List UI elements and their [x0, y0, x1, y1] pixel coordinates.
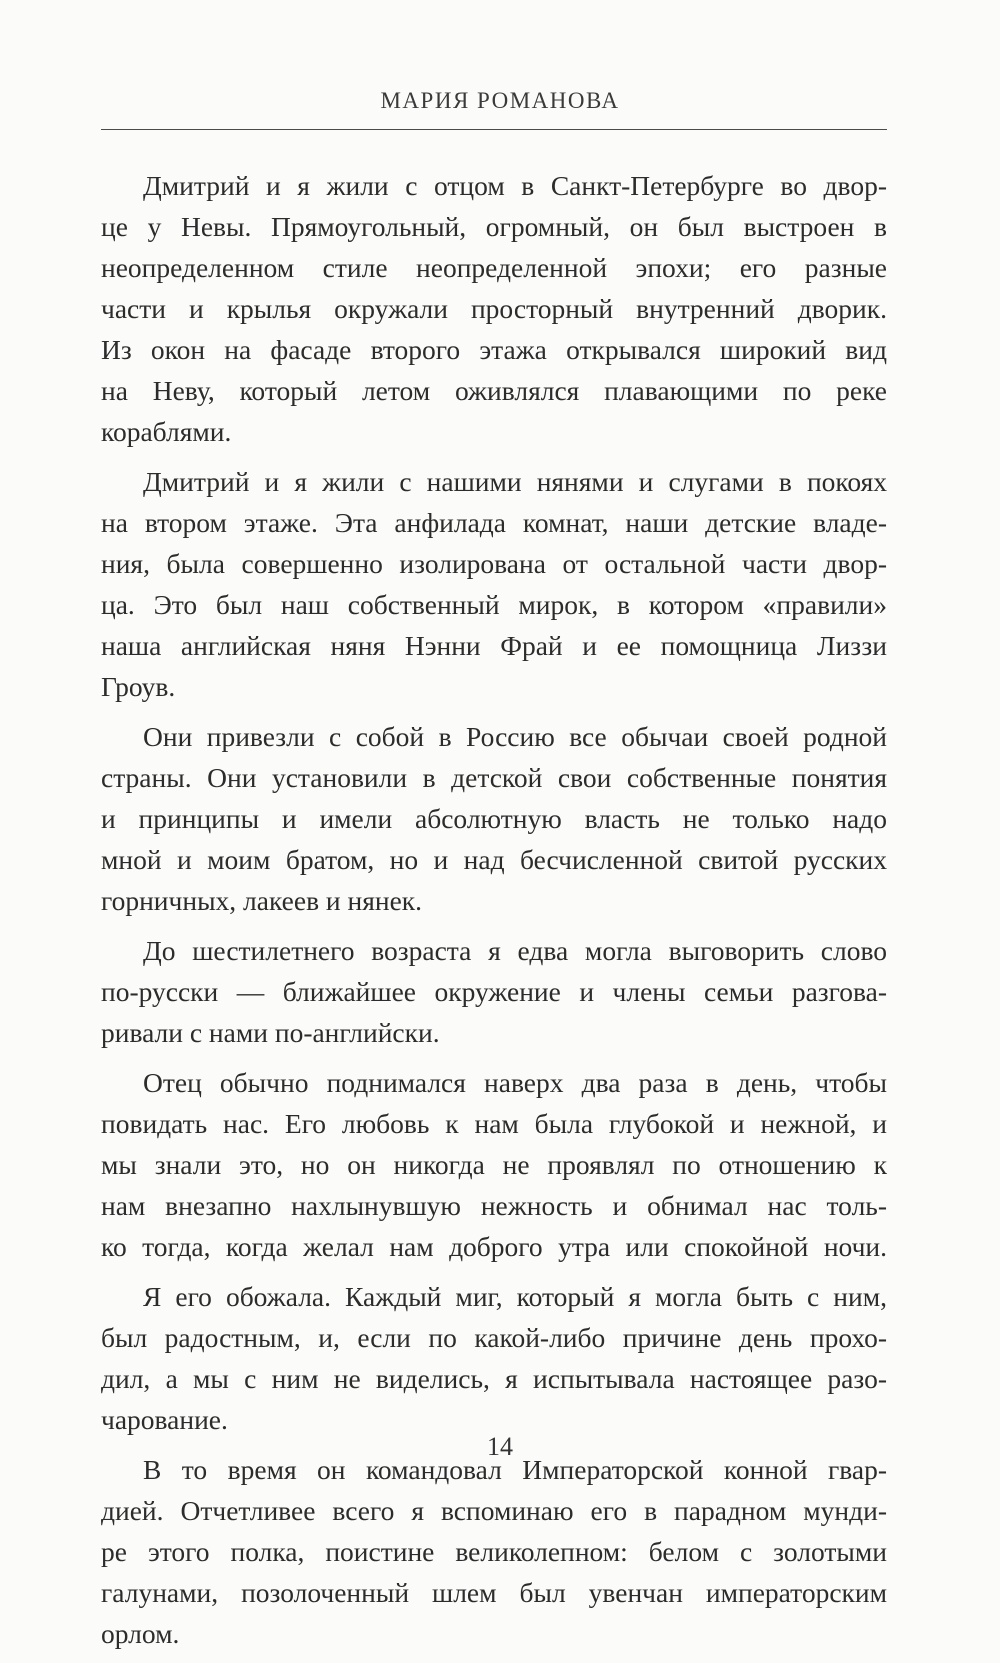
text-line: В то время он командовал Императорской конной гвар-: [143, 1454, 887, 1485]
text-line: ривали с нами по-английски.: [101, 1017, 440, 1048]
paragraph: [101, 930, 887, 1053]
text-line: Из окон на фасаде второго этажа открывался широкий вид: [101, 334, 887, 365]
paragraph: [101, 165, 887, 452]
text-line: До шестилетнего возраста я едва могла выговорить слово: [143, 935, 887, 966]
text-line: орлом.: [101, 1618, 180, 1649]
text-line: на Неву, который летом оживлялся плавающими по реке: [101, 375, 887, 406]
paragraph: [101, 1449, 887, 1654]
text-line: Дмитрий и я жили с отцом в Санкт-Петербурге во двор-: [143, 170, 887, 201]
text-line: ния, была совершенно изолирована от остальной части двор-: [101, 548, 887, 579]
paragraph: [101, 716, 887, 921]
text-line: Отец обычно поднимался наверх два раза в день, чтобы: [143, 1067, 887, 1098]
paragraph: [101, 461, 887, 707]
text-line: части и крылья окружали просторный внутренний дворик.: [101, 293, 887, 324]
text-line: Они привезли с собой в Россию все обычаи своей родной: [143, 721, 887, 752]
text-line: Гроув.: [101, 671, 176, 702]
text-line: мной и моим братом, но и над бесчисленной свитой русских: [101, 844, 887, 875]
text-line: неопределенном стиле неопределенной эпохи; его разные: [101, 252, 887, 283]
header-rule: [101, 129, 887, 130]
text-line: дил, а мы с ним не виделись, я испытывала настоящее разо-: [101, 1363, 887, 1394]
text-line: повидать нас. Его любовь к нам была глубокой и нежной, и: [101, 1108, 887, 1139]
text-line: Дмитрий и я жили с нашими нянями и слугами в покоях: [143, 466, 887, 497]
text-line: кораблями.: [101, 416, 232, 447]
text-line: страны. Они установили в детской свои собственные понятия: [101, 762, 887, 793]
text-line: ре этого полка, поистине великолепном: белом с золотыми: [101, 1536, 887, 1567]
text-line: по-русски — ближайшее окружение и члены семьи разгова-: [101, 976, 887, 1007]
text-line: Я его обожала. Каждый миг, который я могла быть с ним,: [143, 1281, 887, 1312]
text-line: дией. Отчетливее всего я вспоминаю его в парадном мунди-: [101, 1495, 887, 1526]
text-line: галунами, позолоченный шлем был увенчан императорским: [101, 1577, 887, 1608]
text-line: и принципы и имели абсолютную власть не только надо: [101, 803, 887, 834]
text-line: мы знали это, но он никогда не проявлял по отношению к: [101, 1149, 887, 1180]
paragraph: [101, 1062, 887, 1267]
text-line: це у Невы. Прямоугольный, огромный, он был выстроен в: [101, 211, 887, 242]
text-line: ко тогда, когда желал нам доброго утра или спокойной ночи.: [101, 1231, 887, 1262]
text-line: был радостным, и, если по какой-либо причине день прохо-: [101, 1322, 887, 1353]
text-line: ца. Это был наш собственный мирок, в котором «правили»: [101, 589, 887, 620]
text-line: на втором этаже. Эта анфилада комнат, наши детские владе-: [101, 507, 887, 538]
text-line: наша английская няня Нэнни Фрай и ее помощница Лиззи: [101, 630, 887, 661]
text-line: горничных, лакеев и нянек.: [101, 885, 423, 916]
text-line: нам внезапно нахлынувшую нежность и обнимал нас толь-: [101, 1190, 887, 1221]
page-number: 14: [487, 1432, 513, 1461]
paragraph: [101, 1276, 887, 1440]
running-head: МАРИЯ РОМАНОВА: [380, 88, 620, 113]
text-line: чарование.: [101, 1404, 228, 1435]
